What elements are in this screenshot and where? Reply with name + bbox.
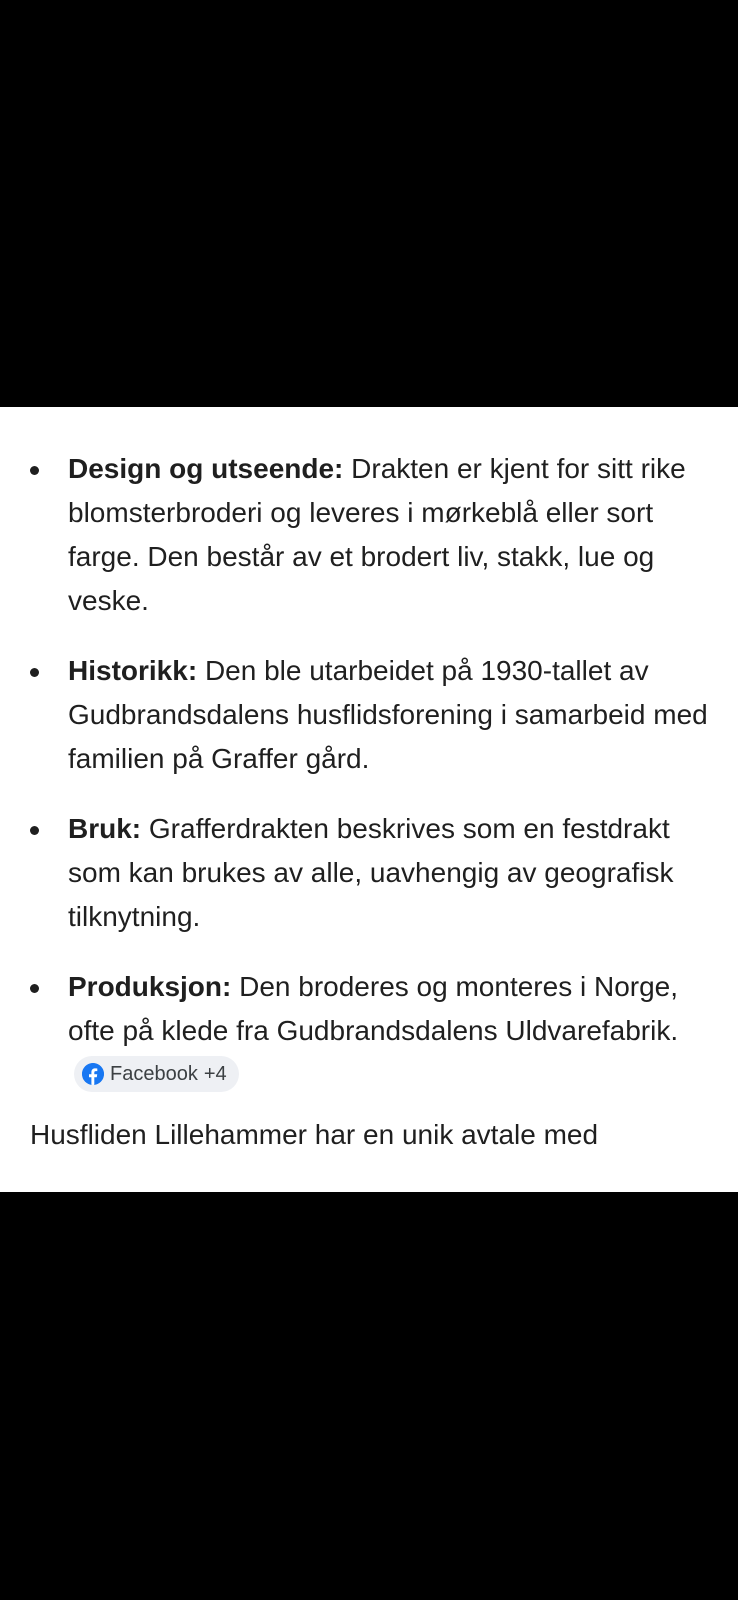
bullet-dot-icon: [30, 466, 39, 475]
list-item-bruk: [0, 807, 738, 939]
bullet-text: Den broderes og monteres i Norge, ofte på klede fra Gudbrandsdalens Uldvarefabrik.: [68, 971, 679, 1046]
top-black-area: [0, 0, 738, 407]
bullet-dot-icon: [30, 668, 39, 677]
bullet-term: Design og utseende:: [68, 453, 344, 484]
bullet-dot-icon: [30, 984, 39, 993]
bullet-text: Grafferdrakten beskrives som en festdrakt som kan brukes av alle, uavhengig av geografisk tilknytning.: [68, 813, 674, 932]
list-item-produksjon: [0, 965, 738, 1097]
list-item-design: [0, 447, 738, 623]
bullet-text: Drakten er kjent for sitt rike blomsterbroderi og leveres i mørkeblå eller sort farge. Den består av et brodert liv, stakk, lue og veske.: [68, 453, 686, 616]
answer-content-panel: [0, 407, 738, 1192]
bullet-dot-icon: [30, 826, 39, 835]
bullet-term: Historikk:: [68, 655, 198, 686]
list-item-historikk: [0, 649, 738, 781]
bullet-term: Bruk:: [68, 813, 142, 844]
closing-paragraph: Husfliden Lillehammer har en unik avtale med: [30, 1119, 599, 1150]
bottom-black-area: [0, 1192, 738, 1600]
bullet-list: [0, 447, 738, 1123]
source-chip-button[interactable]: [74, 1056, 239, 1092]
source-chip-label: Facebook: [110, 1062, 198, 1085]
bullet-term: Produksjon:: [68, 971, 232, 1002]
source-chip-count: +4: [203, 1062, 227, 1085]
facebook-icon: [82, 1063, 104, 1085]
bullet-text: Den ble utarbeidet på 1930-tallet av Gudbrandsdalens husflidsforening i samarbeid med familien på Graffer gård.: [68, 655, 708, 774]
